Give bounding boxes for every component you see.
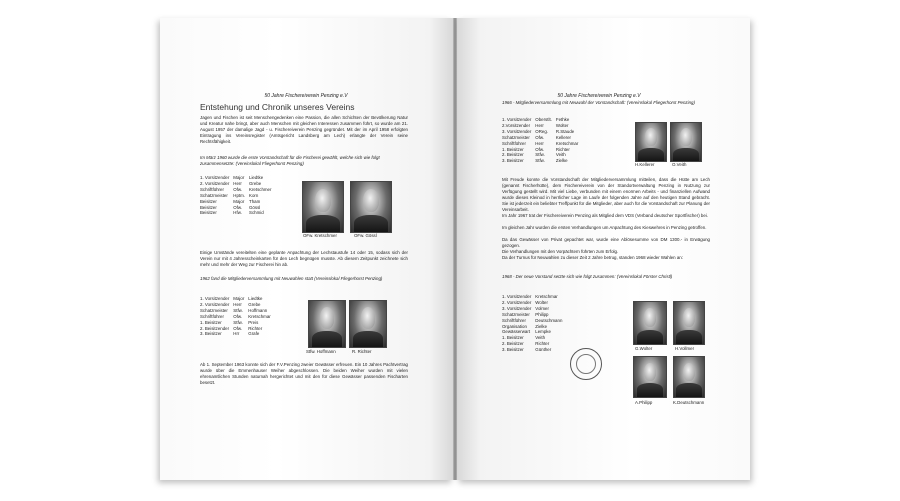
officer-cell: 2. Beisitzer	[502, 152, 524, 158]
officer-row	[502, 158, 582, 164]
section-abloese-paragraph: Da das Gewässer von Privat gepachtet war, wurde eine Ablösesumme von DM 1300.- in Erwägung gezogen.	[502, 237, 710, 248]
officers-table-1968	[502, 294, 566, 353]
section-1962-heading: 1962 fand die Mitgliederversammlung mit Neuwahlen statt (Vereinslokal Fliegerhorst Penzing)	[200, 276, 383, 281]
portrait-photo	[633, 356, 667, 398]
officer-row	[200, 331, 275, 337]
officer-cell: Lempke	[535, 329, 551, 335]
officer-cell: Ofw.	[233, 325, 243, 331]
intro-paragraph: Jagen und Fischen ist seit Menschengedenken eine Passion, die allen Schichten der Bevölkerung Natur und Kreatur nahe bringt, aber auch Menschen mit gleichen Interessen zusammen führt, so wurde am 21. August 1957 der damalige Jagd - u. Fischereiverein Penzing gegründet. Mit der im April 1958 erfolgten Eintragung ins Vereinsregister (Amtsgericht Landsberg am Lech) erlangte der Verein seine Rechtsfähigkeit.	[200, 115, 408, 144]
officer-cell: Schmid	[249, 210, 264, 216]
officer-cell: Beisitzer	[200, 204, 217, 210]
officer-cell: Korn	[249, 192, 259, 198]
officer-cell: Organisation	[502, 323, 527, 329]
officer-cell: Tham	[249, 198, 261, 204]
portrait-photo	[302, 181, 344, 233]
officer-cell: 1. Vorsitzender	[200, 175, 230, 180]
officer-cell: Gewässerwart	[502, 329, 531, 335]
officer-cell: Hoffmann	[248, 307, 268, 313]
portrait-photo	[670, 122, 702, 162]
officer-row	[200, 210, 275, 216]
photo-caption: OFw. Kretschmer	[303, 233, 337, 238]
officer-cell: Hptm.	[233, 192, 246, 198]
portrait-photo	[633, 301, 667, 345]
officers-table-1960	[200, 175, 275, 216]
officer-cell: Major	[233, 175, 245, 180]
officer-cell: Grebe	[249, 180, 262, 186]
officer-cell: 2.Vorsitzender	[502, 122, 531, 128]
officer-cell: Liedtke	[248, 296, 263, 301]
officer-cell: Herr	[233, 301, 242, 307]
section-turnus-paragraph: Da der Turnus für Neuwahlen zu dieser Zeit 2 Jahre betrug, standen 1968 wieder Wahlen an:	[502, 255, 683, 260]
section-kieswehr-paragraph: Im gleichen Jahr wurden die ersten Verhandlungen um Anpachtung des Kieswehres in Penzing getroffen.	[502, 225, 707, 230]
officer-cell: 2. Beisitzender	[200, 325, 230, 331]
officer-cell: 2. Vorsitzender	[200, 301, 230, 307]
officer-cell: Grafe	[248, 331, 260, 337]
officers-table-1962	[200, 296, 275, 337]
photo-caption: G.Wolter	[635, 346, 653, 351]
portrait-photo	[673, 301, 705, 345]
left-page	[160, 18, 453, 480]
officer-cell: Stfw.	[535, 158, 545, 164]
officer-cell: Oberstlt.	[535, 117, 552, 122]
officer-row	[502, 347, 566, 353]
officer-cell: Schatzmeister	[502, 134, 530, 140]
officer-cell: Kretschmar	[535, 294, 558, 299]
club-seal-icon	[570, 348, 602, 380]
portrait-photo	[308, 300, 346, 348]
section-1963-paragraph: Ab 1. September 1963 konnte sich der F.V.Penzing zweier Gewässer erfreuen. Ein 10 Jahres Pachtvertrag wurde über die Emmenhauser Weiher abgeschlossen. Die beiden Weiher wurden mit vielen ehrenamtlichen Stunden naturnah hergerichtet und mit den für diese Gewässer passenden Fischarten besetzt.	[200, 362, 408, 385]
portrait-photo	[673, 356, 705, 398]
officer-cell: Günther	[535, 347, 552, 353]
right-page	[457, 18, 750, 480]
officer-cell: Wolter	[555, 122, 569, 128]
officer-row	[502, 129, 582, 135]
officer-cell: Hfw.	[233, 210, 242, 216]
portrait-photo	[350, 181, 392, 233]
officer-row	[200, 308, 275, 314]
portrait-photo	[349, 300, 387, 348]
officer-cell: Ofw.	[535, 134, 545, 140]
officer-cell: Gössl	[249, 204, 261, 210]
officer-row	[502, 135, 582, 141]
officer-cell: Wolter	[535, 299, 548, 305]
officer-cell: R.Staude	[555, 128, 575, 134]
left-page-title: Entstehung und Chronik unseres Vereins	[200, 102, 355, 112]
officer-cell: Zielke	[555, 158, 568, 164]
left-page-header: 50 Jahre Fischereiverein Penzing e.V	[264, 93, 348, 99]
officer-cell: 1. Beisitzer	[502, 335, 524, 341]
officer-cell: Schatzmeister	[502, 311, 530, 317]
officer-cell: 3. Beisitzer	[502, 347, 524, 353]
officer-cell: 3. Vorsitzender	[502, 305, 532, 311]
officer-cell: 3. Beisitzer	[502, 158, 524, 164]
officer-cell: Kellerer	[555, 134, 572, 140]
book-spread	[160, 18, 750, 480]
officer-cell: Veith	[535, 335, 546, 341]
photo-caption: O.Veith	[672, 162, 687, 167]
photo-caption: A.Philipp	[635, 400, 653, 405]
officer-cell: Kretschmar	[555, 140, 579, 146]
photo-caption: OFw. Gössl	[354, 233, 377, 238]
officer-cell: Stfw.	[233, 319, 243, 325]
officer-cell: 3. Vorsitzender	[502, 128, 532, 134]
officer-cell: Beisitzer	[200, 210, 217, 216]
officer-cell: Hrr	[233, 331, 240, 337]
officer-cell: 1. Vorsitzender	[200, 296, 230, 301]
officer-cell: Ofw.	[233, 313, 243, 319]
right-page-header: 50 Jahre Fischereiverein Penzing e.V	[557, 93, 641, 99]
section-lech-paragraph: Einige Umstände vereitelten eine geplante Anpachtung der Lechstaustufe 14 oder 15, sodass sich der Verein nur mit 4 Jahresscheinkarten für den Lech begnügen musste. Ab diesem Zeitpunkt zeichnete sich mehr und mehr der Weg zur Fischerei hin ab.	[200, 250, 408, 267]
officer-cell: Ofw.	[233, 186, 243, 192]
officer-cell: 1. Beisitzer	[200, 319, 222, 325]
officers-table-1966	[502, 117, 582, 164]
officer-cell: 1. Vorsitzender	[502, 117, 532, 122]
officer-cell: Schriftführer	[502, 140, 526, 146]
officer-cell: 3. Beisitzer	[200, 331, 222, 337]
officer-cell: Schatzmeister	[200, 307, 228, 313]
portrait-photo	[635, 122, 667, 162]
officer-cell: Ofw.	[233, 204, 243, 210]
officer-cell: 1. Beisitzer	[502, 146, 524, 152]
officer-cell: Herr	[535, 122, 544, 128]
officer-cell: 2. Vorsitzender	[502, 299, 532, 305]
officer-cell: Schriftführer	[200, 186, 224, 192]
officer-cell: Schriftführer	[502, 317, 526, 323]
officer-cell: Stfw.	[233, 307, 243, 313]
officer-cell: 1. Vorsitzender	[502, 294, 532, 299]
officer-cell: Richter	[248, 325, 263, 331]
photo-caption: H.Kellerer	[635, 162, 655, 167]
officer-cell: Zielke	[535, 323, 548, 329]
officer-cell: Herr	[535, 140, 544, 146]
officer-cell: Grebe	[248, 301, 261, 307]
officer-cell: Schriftführer	[200, 313, 224, 319]
section-erfolg-paragraph: Die Verhandlungen mit den Vorpächtern führten zum Erfolg.	[502, 249, 619, 254]
officer-cell: Stfw.	[535, 152, 545, 158]
officer-cell: Fethke	[555, 117, 570, 122]
section-1966-heading: 1966 - Mitgliederversammlung mit Neuwahl der Vorstandschaft: (Vereinslokal Fliegerhorst Penzing)	[502, 100, 695, 105]
officer-cell: 2. Vorsitzender	[200, 180, 230, 186]
officer-cell: Philipp	[535, 311, 549, 317]
officer-cell: Richter	[535, 341, 550, 347]
officer-cell: Kretschmar	[248, 313, 271, 319]
officer-cell: Major	[233, 296, 245, 301]
officer-cell: 2. Beisitzer	[502, 341, 524, 347]
photo-caption: K.Deutschmann	[673, 400, 705, 405]
photo-caption: Stfw. Hoffmann	[306, 349, 336, 354]
officer-cell: Beisitzer	[200, 198, 217, 204]
officer-cell: Herr	[233, 180, 242, 186]
officer-cell: Schatzmeister	[200, 192, 228, 198]
officer-cell: Ofw.	[535, 146, 545, 152]
photo-caption: H.Vollmer	[675, 346, 695, 351]
officer-row	[200, 314, 275, 320]
officer-cell: OReg.	[535, 128, 548, 134]
officer-cell: Volmer	[535, 305, 549, 311]
officer-cell: Deutschmann	[535, 317, 563, 323]
officer-row	[200, 187, 275, 193]
officer-cell: Liedtke	[249, 175, 264, 180]
section-vds-paragraph: Im Jahr 1967 trat der Fischereiverein Penzing als Mitglied dem VDS (Verband deutscher Sportfischer) bei.	[502, 213, 708, 218]
officer-cell: Kretschmer	[249, 186, 272, 192]
officer-cell: Preis	[248, 319, 259, 325]
photo-caption: R. Richter	[352, 349, 372, 354]
officer-cell: Veith	[555, 152, 566, 158]
section-1960-heading: Im März 1960 wurde die erste Vorstandschaft für die Fischerei gewählt, welche sich wie folgt zusammensetzte: (Vereinslokal Fliegerhorst Penzing)	[200, 155, 380, 166]
section-huette-paragraph: Mit Freude konnte die Vorstandschaft der Mitgliederversammlung mitteilen, dass die Hütte am Lech (genannt Fischerhütte), dem Fischereiverein von der Standortverwaltung Penzing in Nutzung zur Verfügung gestellt wird. Mit viel Liebe, verbunden mit einem enormen Arbeits - und finanziellen Aufwand wurde dieses Kleinod in herrlicher Lage im Laufe der folgenden Jahre auf den heutigen Stand gebracht. Sie ist jederzeit ein beliebter Treffpunkt für die Mitglieder, aber auch für die Vorstandschaft zur Planung der Vereinsarbeit.	[502, 177, 710, 212]
officer-cell: Major	[233, 198, 245, 204]
officer-cell: Richter	[555, 146, 570, 152]
section-1968-heading: 1968 - Der neue Vorstand setzte sich wie folgt zusammen: (Vereinslokal Förster Christl)	[502, 274, 673, 279]
officer-row	[502, 141, 582, 147]
